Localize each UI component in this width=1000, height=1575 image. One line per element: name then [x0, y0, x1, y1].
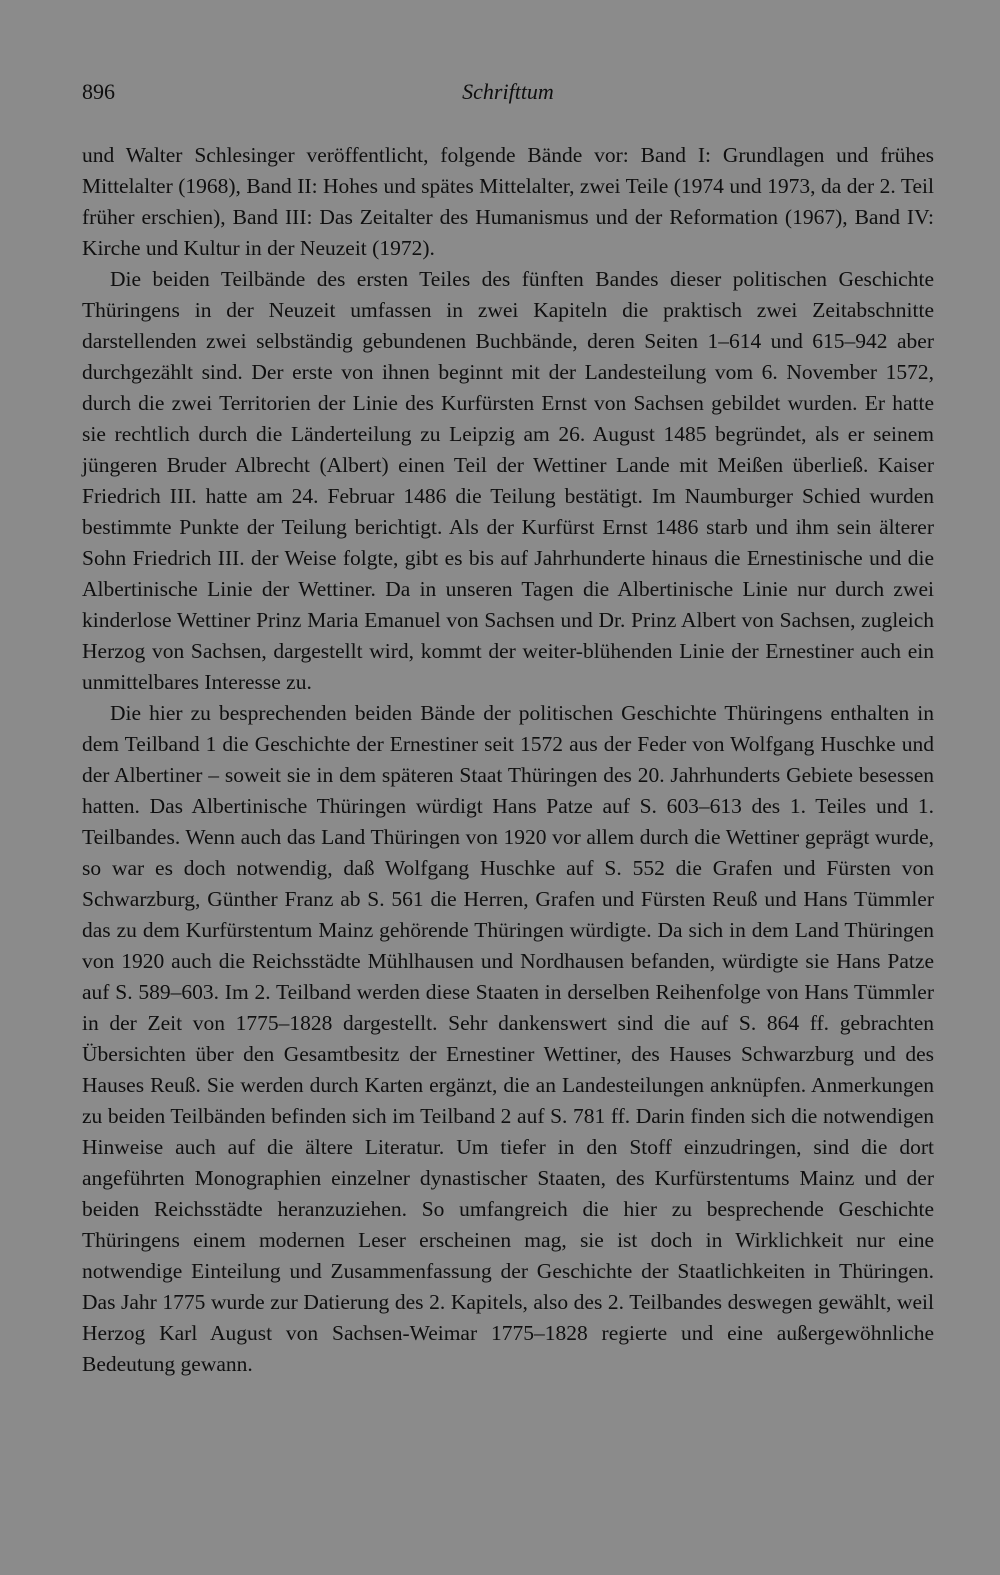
- paragraph-thuringia-volumes: Die beiden Teilbände des ersten Teiles des fünften Bandes dieser politischen Geschichte Thüringens in der Neuzeit umfassen in zwei Kapiteln die praktisch zwei Zeitabschnitte darstellenden zwei selbständig gebundenen Buchbände, deren Seiten 1–614 und 615–942 aber durchgezählt sind. Der erste von ihnen beginnt mit der Landesteilung vom 6. November 1572, durch die zwei Territorien der Linie des Kurfürsten Ernst von Sachsen gebildet wurden. Er hatte sie rechtlich durch die Länderteilung zu Leipzig am 26. August 1485 begründet, als er seinem jüngeren Bruder Albrecht (Albert) einen Teil der Wettiner Lande mit Meißen überließ. Kaiser Friedrich III. hatte am 24. Februar 1486 die Teilung bestätigt. Im Naumburger Schied wurden bestimmte Punkte der Teilung berichtigt. Als der Kurfürst Ernst 1486 starb und ihm sein älterer Sohn Friedrich III. der Weise folgte, gibt es bis auf Jahrhunderte hinaus die Ernestinische und die Albertinische Linie der Wettiner. Da in unseren Tagen die Albertinische Linie nur durch zwei kinderlose Wettiner Prinz Maria Emanuel von Sachsen und Dr. Prinz Albert von Sachsen, zugleich Herzog von Sachsen, dargestellt wird, kommt der weiter-blühenden Linie der Ernestiner auch ein unmittelbares Interesse zu.: [82, 267, 934, 694]
- page-header: [82, 76, 934, 108]
- main-text: [82, 140, 934, 1380]
- page-number: 896: [82, 79, 115, 104]
- paragraph-continuation: und Walter Schlesinger veröffentlicht, folgende Bände vor: Band I: Grundlagen und frühes Mittelalter (1968), Band II: Hohes und spätes Mittelalter, zwei Teile (1974 und 1973, da der 2. Teil früher erschien), Band III: Das Zeitalter des Humanismus und der Reformation (1967), Band IV: Kirche und Kultur in der Neuzeit (1972).: [82, 143, 934, 260]
- paragraph-review-content: Die hier zu besprechenden beiden Bände der politischen Geschichte Thüringens enthalten in dem Teilband 1 die Geschichte der Ernestiner seit 1572 aus der Feder von Wolfgang Huschke und der Albertiner – soweit sie in dem späteren Staat Thüringen des 20. Jahrhunderts Gebiete besessen hatten. Das Albertinische Thüringen würdigt Hans Patze auf S. 603–613 des 1. Teiles und 1. Teilbandes. Wenn auch das Land Thüringen von 1920 vor allem durch die Wettiner geprägt wurde, so war es doch notwendig, daß Wolfgang Huschke auf S. 552 die Grafen und Fürsten von Schwarzburg, Günther Franz ab S. 561 die Herren, Grafen und Fürsten Reuß und Hans Tümmler das zu dem Kurfürstentum Mainz gehörende Thüringen würdigte. Da sich in dem Land Thüringen von 1920 auch die Reichsstädte Mühlhausen und Nordhausen befanden, würdigte sie Hans Patze auf S. 589–603. Im 2. Teilband werden diese Staaten in derselben Reihenfolge von Hans Tümmler in der Zeit von 1775–1828 dargestellt. Sehr dankenswert sind die auf S. 864 ff. gebrachten Übersichten über den Gesamtbesitz der Ernestiner Wettiner, des Hauses Schwarzburg und des Hauses Reuß. Sie werden durch Karten ergänzt, die an Landesteilungen anknüpfen. Anmerkungen zu beiden Teilbänden befinden sich im Teilband 2 auf S. 781 ff. Darin finden sich die notwendigen Hinweise auch auf die ältere Literatur. Um tiefer in den Stoff einzudringen, sind die dort angeführten Monographien einzelner dynastischer Staaten, des Kurfürstentums Mainz und der beiden Reichsstädte heranzuziehen. So umfangreich die hier zu besprechende Geschichte Thüringens einem modernen Leser erscheinen mag, sie ist doch in Wirklichkeit nur eine notwendige Einteilung und Zusammenfassung der Geschichte der Staatlichkeiten in Thüringen. Das Jahr 1775 wurde zur Datierung des 2. Kapitels, also des 2. Teilbandes deswegen gewählt, weil Herzog Karl August von Sachsen-Weimar 1775–1828 regierte und eine außergewöhnliche Bedeutung gewann.: [82, 701, 934, 1376]
- running-title: Schrifttum: [462, 79, 554, 104]
